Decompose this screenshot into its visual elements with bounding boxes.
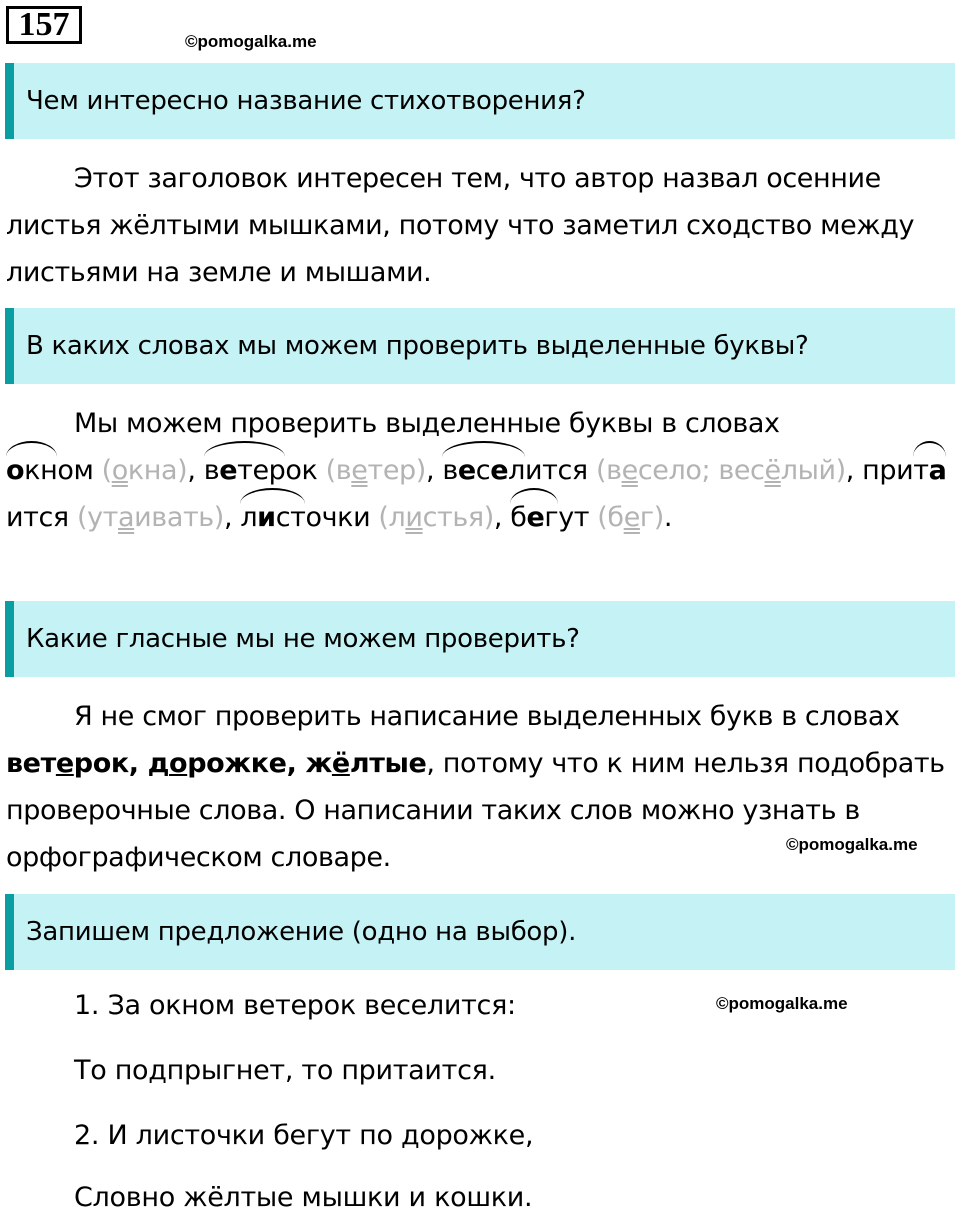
answer-3-words: ветерок, дорожке, жёлтые — [6, 748, 427, 779]
question-1-text: Чем интересно название стихотворения? — [26, 86, 586, 116]
question-bar-1 — [5, 63, 955, 139]
watermark-3: ©pomogalka.me — [716, 994, 848, 1013]
answer-1 — [6, 155, 951, 296]
answer-3-part1: Я не смог проверить написание выделенных букв в словах — [74, 701, 900, 732]
word-veselitsya: веселится — [442, 455, 587, 486]
word-listochki: листочки — [240, 502, 370, 533]
answer-1-text: Этот заголовок интересен тем, что автор назвал осенние листья жёлтыми мышками, потому что заметил сходство между листьями на земле и мышами. — [6, 163, 915, 288]
check-veter: (ветер) — [325, 455, 426, 486]
answer-3-part2: , потому что к ним нельзя подобрать проверочные слова. О написании таких слов можно узнать в орфографическом словаре. — [6, 748, 945, 873]
check-veselo: (весело; весёлый) — [595, 455, 846, 486]
answer-2: Мы можем проверить выделенные буквы в словах окном (окна), ветерок (ветер), веселится (весело; весёлый), притаится (утаивать), листочки (листья), бегут (бег). — [6, 400, 951, 541]
poem-line-2: То подпрыгнет, то притаится. — [74, 1055, 496, 1086]
watermark: ©pomogalka.me — [185, 32, 317, 51]
question-bar-3 — [5, 601, 955, 677]
word-veterok: ветерок — [204, 455, 318, 486]
question-3-text: Какие гласные мы не можем проверить? — [26, 624, 580, 654]
poem-line-4: Словно жёлтые мышки и кошки. — [74, 1182, 533, 1213]
question-bar-2 — [5, 308, 955, 384]
word-pritaitsya: притаится — [6, 455, 946, 533]
word-begut: бегут — [510, 502, 589, 533]
watermark-2: ©pomogalka.me — [786, 835, 918, 854]
question-bar-4 — [5, 894, 955, 970]
question-4-text: Запишем предложение (одно на выбор). — [26, 917, 577, 947]
check-okna: (окна) — [101, 455, 188, 486]
answer-2-intro: Мы можем проверить выделенные буквы в словах — [74, 408, 780, 439]
poem-line-1: 1. За окном ветерок веселится: — [74, 990, 516, 1021]
check-utaivat: (утаивать) — [76, 502, 224, 533]
question-2-text: В каких словах мы можем проверить выделенные буквы? — [26, 331, 809, 361]
word-oknom: окном — [6, 455, 93, 486]
check-listya: (листья) — [378, 502, 494, 533]
page-number: 157 — [6, 6, 82, 44]
check-beg: (бег) — [597, 502, 664, 533]
poem-line-3: 2. И листочки бегут по дорожке, — [74, 1120, 534, 1151]
